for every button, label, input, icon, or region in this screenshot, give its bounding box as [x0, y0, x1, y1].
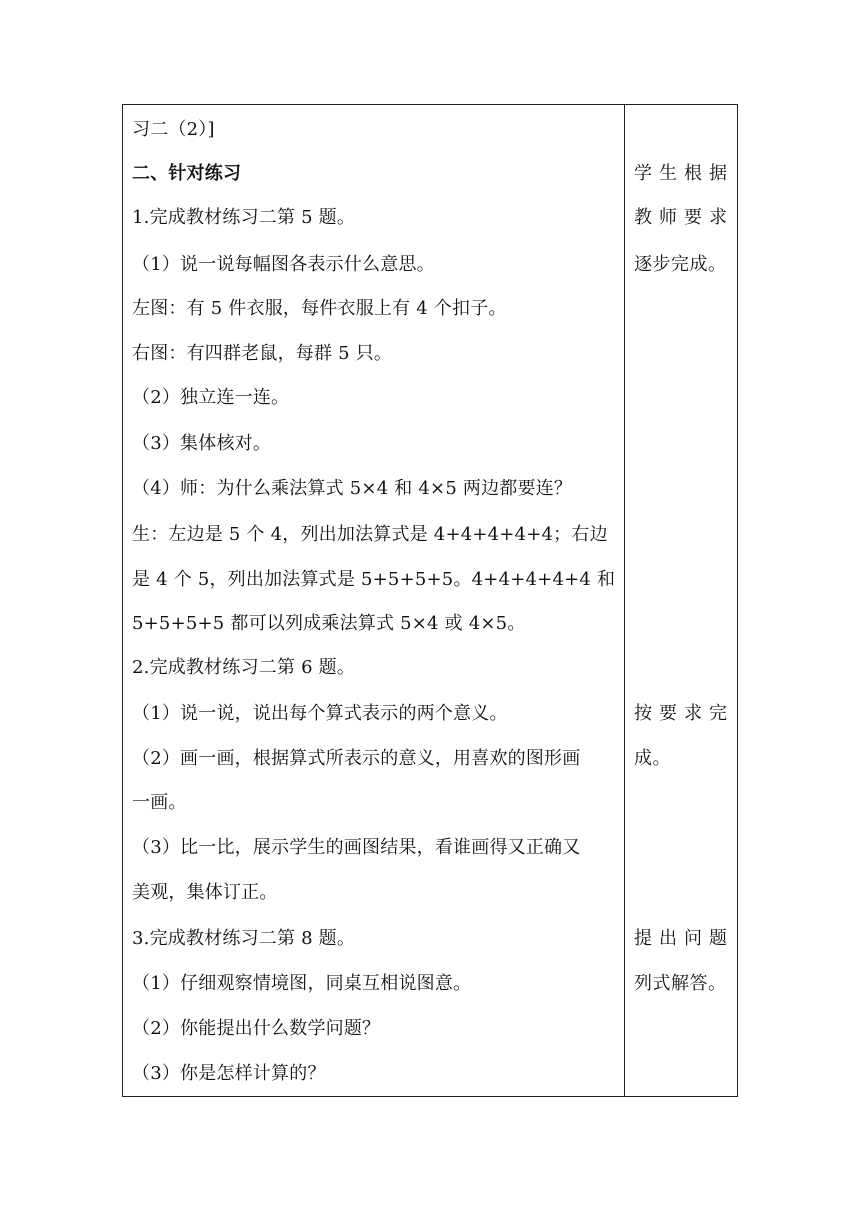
text-line: 一画。 — [132, 792, 187, 813]
text-line: 是 4 个 5，列出加法算式是 5+5+5+5。4+4+4+4+4 和 — [132, 569, 616, 590]
text-line: 生：左边是 5 个 4，列出加法算式是 4+4+4+4+4；右边 — [132, 524, 608, 545]
text-line: 2.完成教材练习二第 6 题。 — [132, 657, 356, 678]
text-line: （3）你是怎样计算的？ — [132, 1063, 326, 1084]
text-line: （1）说一说，说出每个算式表示的两个意义。 — [132, 703, 508, 724]
text-line: 右图：有四群老鼠，每群 5 只。 — [132, 343, 393, 364]
text-line: （1）仔细观察情境图，同桌互相说图意。 — [132, 973, 472, 994]
text-line: （2）你能提出什么数学问题？ — [132, 1018, 381, 1039]
note-line: 列式解答。 — [634, 973, 727, 994]
text-line: 5+5+5+5 都可以列成乘法算式 5×4 或 4×5。 — [132, 613, 526, 634]
note-line: 提出问题 — [634, 928, 734, 949]
note-line: 按要求完 — [634, 703, 734, 724]
text-line: （1）说一说每幅图各表示什么意思。 — [132, 254, 435, 275]
text-line: 3.完成教材练习二第 8 题。 — [132, 928, 356, 949]
text-line: （2）独立连一连。 — [132, 387, 290, 408]
text-line: （3）比一比，展示学生的画图结果，看谁画得又正确又 — [132, 837, 581, 858]
text-line: 左图：有 5 件衣服，每件衣服上有 4 个扣子。 — [132, 298, 507, 319]
section-heading: 二、针对练习 — [132, 163, 242, 184]
lesson-plan-table — [122, 104, 738, 1097]
text-line: 1.完成教材练习二第 5 题。 — [132, 207, 356, 228]
text-line: （2）画一画，根据算式所表示的意义，用喜欢的图形画 — [132, 748, 581, 769]
text-line: 美观，集体订正。 — [132, 882, 278, 903]
note-line: 逐步完成。 — [634, 254, 727, 275]
text-line: （4）师：为什么乘法算式 5×4 和 4×5 两边都要连？ — [132, 478, 573, 499]
note-line: 成。 — [634, 748, 671, 769]
column-divider — [624, 105, 625, 1096]
note-line: 学生根据 — [634, 163, 734, 184]
note-line: 教师要求 — [634, 207, 734, 228]
text-line: （3）集体核对。 — [132, 433, 272, 454]
text-line: 习二（2）] — [132, 119, 215, 140]
